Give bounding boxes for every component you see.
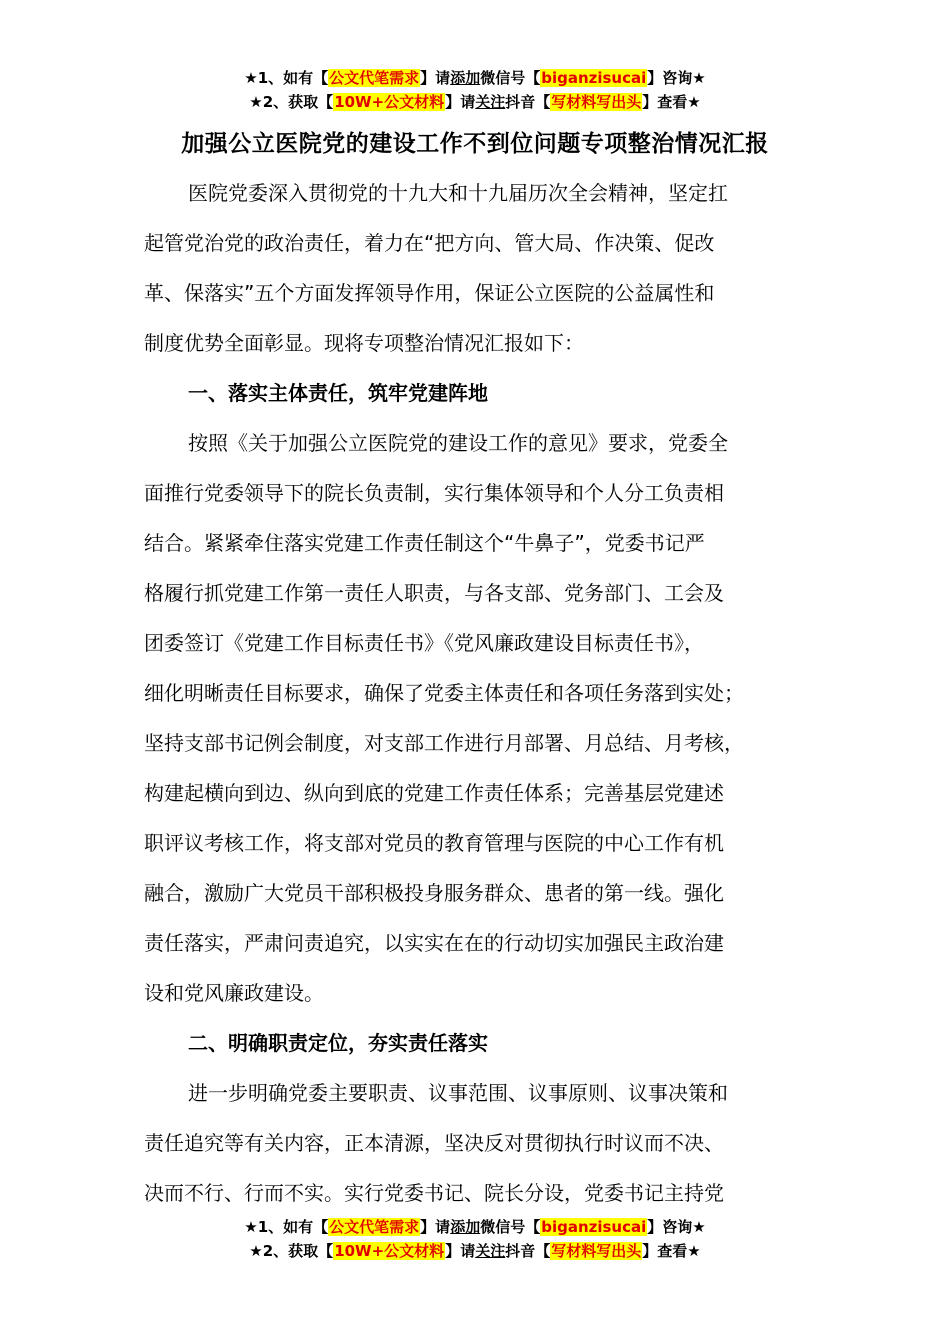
document-title: 加强公立医院党的建设工作不到位问题专项整治情况汇报 — [181, 131, 769, 157]
banner-line-1 — [0, 1215, 950, 1239]
text-line: 融合，激励广大党员干部积极投身服务群众、患者的第一线。强化 — [144, 881, 724, 905]
banner-text: 】咨询★ — [647, 69, 706, 87]
banner-highlight: 10W+公文材料 — [334, 1242, 445, 1260]
banner-underline: 关注 — [475, 93, 506, 111]
header-banner — [0, 66, 950, 114]
banner-underline: 关注 — [475, 1242, 506, 1260]
section-1-paragraph — [144, 418, 834, 1018]
banner-line-2 — [0, 90, 950, 114]
section-heading-1: 一、落实主体责任，筑牢党建阵地 — [188, 381, 488, 405]
banner-text: ★2、获取【 — [249, 93, 334, 111]
banner-text: 】请 — [420, 1218, 451, 1236]
text-line: 面推行党委领导下的院长负责制，实行集体领导和个人分工负责相 — [144, 481, 724, 505]
footer-banner — [0, 1215, 950, 1263]
banner-text: 抖音【 — [505, 93, 551, 111]
text-line: 责任追究等有关内容，正本清源，坚决反对贯彻执行时议而不决、 — [144, 1131, 724, 1155]
text-line: 医院党委深入贯彻党的十九大和十九届历次全会精神，坚定扛 — [188, 181, 728, 205]
section-2-paragraph — [144, 1068, 834, 1218]
banner-underline: 添加 — [450, 69, 481, 87]
banner-text: ★2、获取【 — [249, 1242, 334, 1260]
banner-line-2 — [0, 1239, 950, 1263]
text-line: 设和党风廉政建设。 — [144, 981, 324, 1005]
text-line: 构建起横向到边、纵向到底的党建工作责任体系；完善基层党建述 — [144, 781, 724, 805]
banner-highlight: biganzisucai — [541, 69, 647, 87]
banner-text: 】咨询★ — [647, 1218, 706, 1236]
text-line: 决而不行、行而不实。实行党委书记、院长分设，党委书记主持党 — [144, 1181, 724, 1205]
text-line: 制度优势全面彰显。现将专项整治情况汇报如下： — [144, 331, 584, 355]
text-line: 结合。紧紧牵住落实党建工作责任制这个“牛鼻子”，党委书记严 — [144, 531, 705, 555]
banner-line-1 — [0, 66, 950, 90]
document-body — [144, 168, 834, 1218]
banner-text: 】请 — [420, 69, 451, 87]
text-line: 进一步明确党委主要职责、议事范围、议事原则、议事决策和 — [188, 1081, 728, 1105]
banner-highlight: 写材料写出头 — [551, 93, 642, 111]
banner-text: 微信号【 — [480, 69, 541, 87]
text-line: 革、保落实”五个方面发挥领导作用，保证公立医院的公益属性和 — [144, 281, 715, 305]
banner-highlight: 写材料写出头 — [551, 1242, 642, 1260]
text-line: 按照《关于加强公立医院党的建设工作的意见》要求，党委全 — [188, 431, 728, 455]
text-line: 团委签订《党建工作目标责任书》《党风廉政建设目标责任书》， — [144, 631, 704, 655]
banner-text: ★1、如有【 — [244, 1218, 329, 1236]
banner-highlight: biganzisucai — [541, 1218, 647, 1236]
text-line: 细化明晰责任目标要求，确保了党委主体责任和各项任务落到实处； — [144, 681, 744, 705]
banner-text: ★1、如有【 — [244, 69, 329, 87]
banner-text: 】查看★ — [642, 1242, 701, 1260]
text-line: 起管党治党的政治责任，着力在“把方向、管大局、作决策、促改 — [144, 231, 715, 255]
text-line: 责任落实，严肃问责追究，以实实在在的行动切实加强民主政治建 — [144, 931, 724, 955]
banner-underline: 添加 — [450, 1218, 481, 1236]
intro-paragraph — [144, 168, 834, 368]
section-heading-2: 二、明确职责定位，夯实责任落实 — [188, 1031, 488, 1055]
text-line: 坚持支部书记例会制度，对支部工作进行月部署、月总结、月考核， — [144, 731, 744, 755]
banner-text: 抖音【 — [505, 1242, 551, 1260]
banner-highlight: 公文代笔需求 — [329, 69, 420, 87]
text-line: 职评议考核工作，将支部对党员的教育管理与医院的中心工作有机 — [144, 831, 724, 855]
text-line: 格履行抓党建工作第一责任人职责，与各支部、党务部门、工会及 — [144, 581, 724, 605]
banner-text: 】请 — [445, 1242, 476, 1260]
banner-highlight: 公文代笔需求 — [329, 1218, 420, 1236]
banner-text: 】请 — [445, 93, 476, 111]
banner-text: 微信号【 — [480, 1218, 541, 1236]
banner-highlight: 10W+公文材料 — [334, 93, 445, 111]
banner-text: 】查看★ — [642, 93, 701, 111]
